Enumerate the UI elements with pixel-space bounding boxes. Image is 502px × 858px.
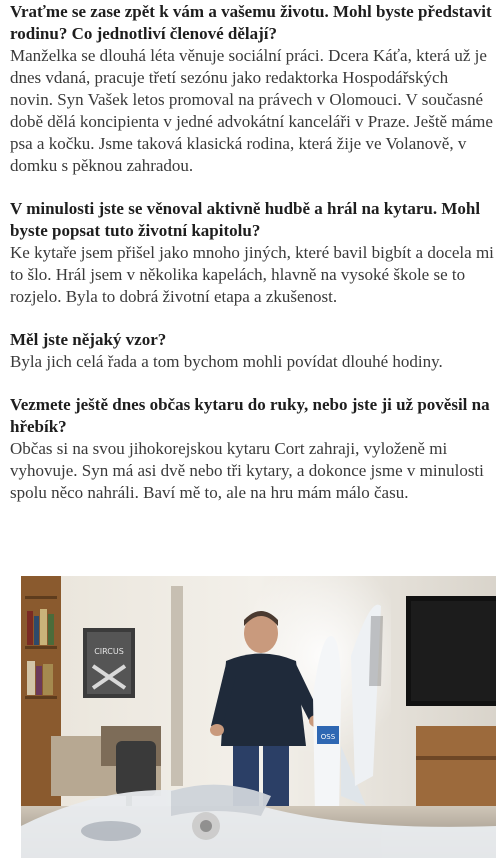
question: V minulosti jste se věnoval aktivně hudbě a hrál na kytaru. Mohl byste popsat tuto životní kapitolu?: [10, 199, 481, 240]
answer: Manželka se dlouhá léta věnuje sociální práci. Dcera Káťa, která už je dnes vdaná, pracuje třetí sezónu jako redaktorka Hospodářských novin. Syn Vašek letos promoval na právech v Olomouci. V současné době dělá koncipienta v jedné advokátní kanceláři v Praze. Ještě máme psa a kočku. Jsme taková klasická rodina, která žije ve Volanově, v domku s pěknou zahradou.: [10, 46, 493, 175]
question: Vezmete ještě dnes občas kytaru do ruky, nebo jste ji už pověsil na hřebík?: [10, 395, 490, 436]
qa-block-family: [10, 0, 494, 177]
answer: Občas si na svou jihokorejskou kytaru Cort zahraji, vyloženě mi vyhovuje. Syn má asi dvě nebo tři kytary, a dokonce jsme v minulosti spolu něco nahráli. Baví mě to, ale na hru mám málo času.: [10, 439, 484, 502]
qa-block-idol: [10, 328, 494, 373]
answer: Byla jich celá řada a tom bychom mohli povídat dlouhé hodiny.: [10, 352, 443, 371]
article-body: [10, 0, 494, 524]
wall-poster: [83, 628, 135, 698]
article-photo: [21, 576, 496, 858]
qa-block-music: [10, 197, 494, 308]
question: Měl jste nějaký vzor?: [10, 330, 167, 349]
answer: Ke kytaře jsem přišel jako mnoho jiných, které bavil bigbít a docela mi to šlo. Hrál jsem v několika kapelách, hlavně na vysoké škole se to rozjelo. Byla to dobrá životní etapa a zkušenost.: [10, 243, 494, 306]
question: Vraťme se zase zpět k vám a vašemu životu. Mohl byste představit rodinu? Co jednotliví členové dělají?: [10, 2, 492, 43]
qa-block-guitar-today: [10, 393, 494, 504]
poster-text: CIRCUS: [94, 647, 124, 656]
model-label: OSS: [320, 733, 336, 741]
room-photo-illustration: [21, 576, 496, 858]
tv-screen: [406, 596, 496, 706]
